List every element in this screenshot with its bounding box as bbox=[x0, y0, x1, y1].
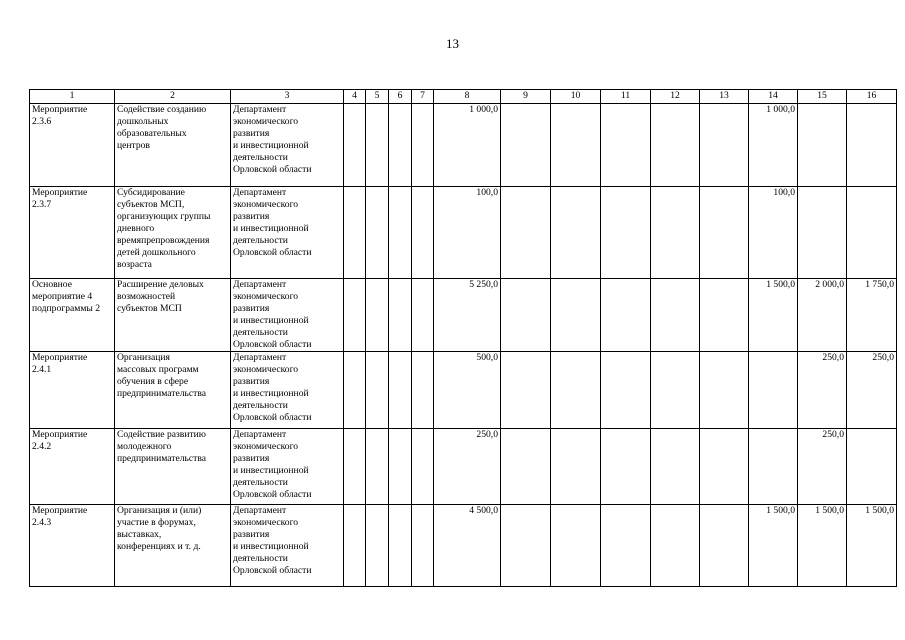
table-row bbox=[30, 352, 897, 429]
cell-line: Орловской области bbox=[233, 339, 312, 350]
cell-line: и инвестиционной bbox=[233, 223, 309, 234]
cell-line: развития bbox=[233, 376, 270, 387]
amount-cell-col16 bbox=[847, 429, 897, 505]
cell-line: Мероприятие bbox=[32, 505, 88, 516]
header-cell: 3 bbox=[231, 90, 344, 104]
empty-cell bbox=[412, 279, 434, 352]
cell-line: Расширение деловых bbox=[117, 279, 204, 290]
cell-line: деятельности bbox=[233, 477, 288, 488]
empty-cell bbox=[651, 104, 700, 187]
cell-line: Орловской области bbox=[233, 489, 312, 500]
cell-line: Орловской области bbox=[233, 412, 312, 423]
amount-cell-col16: 1 500,0 bbox=[847, 505, 897, 587]
empty-cell bbox=[700, 104, 749, 187]
activity-name-cell bbox=[115, 505, 231, 587]
empty-cell bbox=[366, 104, 389, 187]
amount-cell-col16: 1 750,0 bbox=[847, 279, 897, 352]
cell-line: Содействие развитию bbox=[117, 429, 206, 440]
amount-cell-col8: 5 250,0 bbox=[434, 279, 501, 352]
activity-name-cell bbox=[115, 429, 231, 505]
empty-cell bbox=[389, 352, 412, 429]
cell-line: развития bbox=[233, 211, 270, 222]
empty-cell bbox=[651, 505, 700, 587]
cell-line: Орловской области bbox=[233, 247, 312, 258]
cell-line: мероприятие 4 bbox=[32, 291, 93, 302]
empty-cell bbox=[501, 505, 551, 587]
table-row bbox=[30, 104, 897, 187]
cell-line: и инвестиционной bbox=[233, 315, 309, 326]
header-cell: 6 bbox=[389, 90, 412, 104]
executor-cell bbox=[231, 104, 344, 187]
empty-cell bbox=[501, 187, 551, 279]
cell-line: субъектов МСП, bbox=[117, 199, 185, 210]
empty-cell bbox=[651, 429, 700, 505]
cell-line: конференциях и т. д. bbox=[117, 541, 201, 552]
amount-cell-col15: 250,0 bbox=[798, 429, 847, 505]
header-cell: 4 bbox=[344, 90, 366, 104]
empty-cell bbox=[601, 187, 651, 279]
cell-line: субъектов МСП bbox=[117, 303, 182, 314]
header-cell: 8 bbox=[434, 90, 501, 104]
cell-line: и инвестиционной bbox=[233, 140, 309, 151]
empty-cell bbox=[344, 352, 366, 429]
cell-line: Мероприятие bbox=[32, 187, 88, 198]
cell-line: развития bbox=[233, 128, 270, 139]
table-row bbox=[30, 429, 897, 505]
cell-line: Орловской области bbox=[233, 565, 312, 576]
cell-line: массовых программ bbox=[117, 364, 199, 375]
cell-line: развития bbox=[233, 453, 270, 464]
empty-cell bbox=[344, 505, 366, 587]
cell-line: Субсидирование bbox=[117, 187, 185, 198]
empty-cell bbox=[366, 187, 389, 279]
cell-line: Департамент bbox=[233, 505, 287, 516]
header-cell: 11 bbox=[601, 90, 651, 104]
empty-cell bbox=[389, 104, 412, 187]
cell-line: предпринимательства bbox=[117, 453, 207, 464]
executor-cell bbox=[231, 429, 344, 505]
cell-line: выставках, bbox=[117, 529, 162, 540]
table-row bbox=[30, 279, 897, 352]
empty-cell bbox=[551, 104, 601, 187]
empty-cell bbox=[501, 429, 551, 505]
cell-line: Мероприятие bbox=[32, 104, 88, 115]
empty-cell bbox=[700, 187, 749, 279]
header-row bbox=[30, 90, 897, 104]
cell-line: образовательных bbox=[117, 128, 187, 139]
empty-cell bbox=[501, 279, 551, 352]
cell-line: 2.3.6 bbox=[32, 116, 52, 127]
cell-line: молодежного bbox=[117, 441, 172, 452]
empty-cell bbox=[601, 104, 651, 187]
executor-cell bbox=[231, 505, 344, 587]
cell-line: Организация и (или) bbox=[117, 505, 202, 516]
header-cell: 5 bbox=[366, 90, 389, 104]
empty-cell bbox=[412, 429, 434, 505]
empty-cell bbox=[389, 505, 412, 587]
amount-cell-col8: 250,0 bbox=[434, 429, 501, 505]
activity-code-cell bbox=[30, 429, 115, 505]
cell-line: экономического bbox=[233, 116, 299, 127]
empty-cell bbox=[700, 279, 749, 352]
cell-line: 2.3.7 bbox=[32, 199, 52, 210]
empty-cell bbox=[551, 505, 601, 587]
empty-cell bbox=[412, 352, 434, 429]
cell-line: участие в форумах, bbox=[117, 517, 196, 528]
cell-line: 2.4.2 bbox=[32, 441, 52, 452]
activity-name-cell bbox=[115, 352, 231, 429]
empty-cell bbox=[412, 104, 434, 187]
empty-cell bbox=[366, 279, 389, 352]
page-number: 13 bbox=[446, 36, 459, 51]
empty-cell bbox=[366, 505, 389, 587]
activity-name-cell bbox=[115, 187, 231, 279]
cell-line: Мероприятие bbox=[32, 429, 88, 440]
activity-name-cell bbox=[115, 104, 231, 187]
activity-code-cell bbox=[30, 187, 115, 279]
amount-cell-col8: 100,0 bbox=[434, 187, 501, 279]
amount-cell-col8: 1 000,0 bbox=[434, 104, 501, 187]
cell-line: 2.4.3 bbox=[32, 517, 52, 528]
cell-line: возможностей bbox=[117, 291, 176, 302]
cell-line: обучения в сфере bbox=[117, 376, 189, 387]
empty-cell bbox=[389, 429, 412, 505]
header-cell: 16 bbox=[847, 90, 897, 104]
empty-cell bbox=[651, 279, 700, 352]
cell-line: деятельности bbox=[233, 235, 288, 246]
cell-line: экономического bbox=[233, 291, 299, 302]
empty-cell bbox=[501, 352, 551, 429]
amount-cell-col16: 250,0 bbox=[847, 352, 897, 429]
amount-cell-col14: 100,0 bbox=[749, 187, 798, 279]
cell-line: и инвестиционной bbox=[233, 541, 309, 552]
empty-cell bbox=[651, 187, 700, 279]
cell-line: центров bbox=[117, 140, 150, 151]
cell-line: экономического bbox=[233, 517, 299, 528]
header-cell: 10 bbox=[551, 90, 601, 104]
cell-line: предпринимательства bbox=[117, 388, 207, 399]
activity-code-cell bbox=[30, 104, 115, 187]
empty-cell bbox=[501, 104, 551, 187]
empty-cell bbox=[366, 352, 389, 429]
executor-cell bbox=[231, 187, 344, 279]
empty-cell bbox=[551, 352, 601, 429]
cell-line: и инвестиционной bbox=[233, 465, 309, 476]
cell-line: деятельности bbox=[233, 400, 288, 411]
header-cell: 12 bbox=[651, 90, 700, 104]
empty-cell bbox=[601, 429, 651, 505]
header-cell: 15 bbox=[798, 90, 847, 104]
cell-line: развития bbox=[233, 303, 270, 314]
amount-cell-col8: 4 500,0 bbox=[434, 505, 501, 587]
header-cell: 1 bbox=[30, 90, 115, 104]
empty-cell bbox=[700, 429, 749, 505]
cell-line: экономического bbox=[233, 441, 299, 452]
activity-code-cell bbox=[30, 352, 115, 429]
amount-cell-col15: 2 000,0 bbox=[798, 279, 847, 352]
cell-line: Мероприятие bbox=[32, 352, 88, 363]
amount-cell-col15 bbox=[798, 187, 847, 279]
amount-cell-col16 bbox=[847, 104, 897, 187]
amount-cell-col16 bbox=[847, 187, 897, 279]
cell-line: детей дошкольного bbox=[117, 247, 196, 258]
empty-cell bbox=[412, 505, 434, 587]
amount-cell-col14 bbox=[749, 429, 798, 505]
table-row bbox=[30, 505, 897, 587]
activity-name-cell bbox=[115, 279, 231, 352]
cell-line: и инвестиционной bbox=[233, 388, 309, 399]
cell-line: Департамент bbox=[233, 352, 287, 363]
executor-cell bbox=[231, 279, 344, 352]
empty-cell bbox=[389, 187, 412, 279]
cell-line: 2.4.1 bbox=[32, 364, 52, 375]
budget-table bbox=[29, 89, 897, 587]
amount-cell-col14: 1 500,0 bbox=[749, 505, 798, 587]
amount-cell-col8: 500,0 bbox=[434, 352, 501, 429]
cell-line: Департамент bbox=[233, 429, 287, 440]
amount-cell-col15: 250,0 bbox=[798, 352, 847, 429]
cell-line: Содействие созданию bbox=[117, 104, 207, 115]
header-cell: 2 bbox=[115, 90, 231, 104]
cell-line: деятельности bbox=[233, 327, 288, 338]
cell-line: развития bbox=[233, 529, 270, 540]
cell-line: организующих группы bbox=[117, 211, 211, 222]
header-cell: 13 bbox=[700, 90, 749, 104]
executor-cell bbox=[231, 352, 344, 429]
cell-line: дошкольных bbox=[117, 116, 169, 127]
cell-line: Основное bbox=[32, 279, 72, 290]
cell-line: дневного bbox=[117, 223, 155, 234]
cell-line: возраста bbox=[117, 259, 152, 270]
empty-cell bbox=[366, 429, 389, 505]
empty-cell bbox=[389, 279, 412, 352]
cell-line: Организация bbox=[117, 352, 170, 363]
cell-line: деятельности bbox=[233, 152, 288, 163]
empty-cell bbox=[651, 352, 700, 429]
header-cell: 9 bbox=[501, 90, 551, 104]
empty-cell bbox=[551, 187, 601, 279]
empty-cell bbox=[412, 187, 434, 279]
cell-line: Департамент bbox=[233, 104, 287, 115]
activity-code-cell bbox=[30, 279, 115, 352]
empty-cell bbox=[551, 279, 601, 352]
empty-cell bbox=[700, 352, 749, 429]
header-cell: 7 bbox=[412, 90, 434, 104]
empty-cell bbox=[601, 279, 651, 352]
empty-cell bbox=[344, 104, 366, 187]
cell-line: времяпрепровождения bbox=[117, 235, 210, 246]
empty-cell bbox=[344, 429, 366, 505]
cell-line: экономического bbox=[233, 199, 299, 210]
amount-cell-col15 bbox=[798, 104, 847, 187]
cell-line: подпрограммы 2 bbox=[32, 303, 101, 314]
amount-cell-col15: 1 500,0 bbox=[798, 505, 847, 587]
activity-code-cell bbox=[30, 505, 115, 587]
empty-cell bbox=[551, 429, 601, 505]
empty-cell bbox=[601, 352, 651, 429]
empty-cell bbox=[700, 505, 749, 587]
cell-line: Департамент bbox=[233, 279, 287, 290]
amount-cell-col14: 1 500,0 bbox=[749, 279, 798, 352]
empty-cell bbox=[344, 279, 366, 352]
amount-cell-col14: 1 000,0 bbox=[749, 104, 798, 187]
amount-cell-col14 bbox=[749, 352, 798, 429]
header-cell: 14 bbox=[749, 90, 798, 104]
cell-line: деятельности bbox=[233, 553, 288, 564]
empty-cell bbox=[344, 187, 366, 279]
cell-line: экономического bbox=[233, 364, 299, 375]
empty-cell bbox=[601, 505, 651, 587]
cell-line: Орловской области bbox=[233, 164, 312, 175]
cell-line: Департамент bbox=[233, 187, 287, 198]
table-row bbox=[30, 187, 897, 279]
